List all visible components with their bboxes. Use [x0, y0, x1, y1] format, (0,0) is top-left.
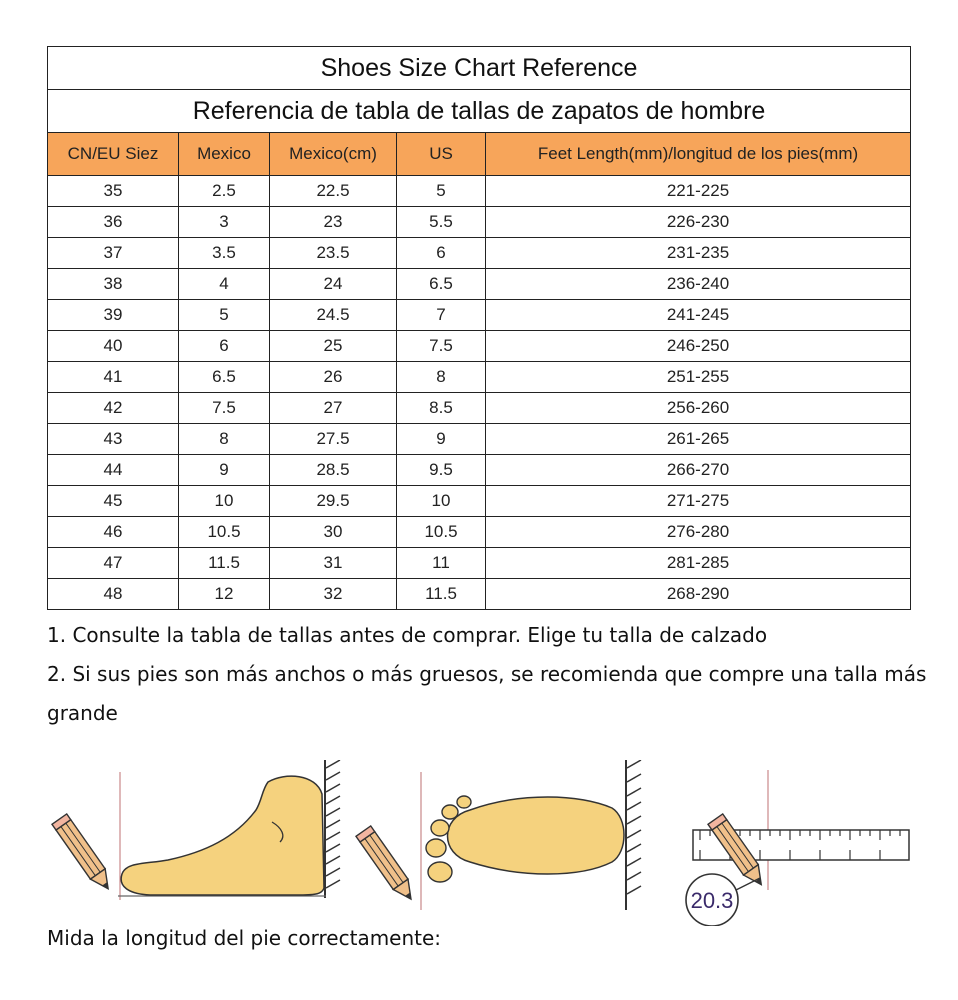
table-cell: 46 [48, 517, 179, 548]
table-cell: 9 [179, 455, 270, 486]
chart-title: Shoes Size Chart Reference [48, 47, 911, 90]
table-cell: 35 [48, 176, 179, 207]
table-cell: 7.5 [179, 393, 270, 424]
table-row [48, 331, 911, 362]
table-cell: 271-275 [486, 486, 911, 517]
table-cell: 256-260 [486, 393, 911, 424]
table-cell: 22.5 [270, 176, 397, 207]
table-row [48, 424, 911, 455]
table-row [48, 176, 911, 207]
table-cell: 6.5 [179, 362, 270, 393]
table-cell: 5 [179, 300, 270, 331]
table-cell: 23.5 [270, 238, 397, 269]
column-header: Mexico [179, 133, 270, 176]
table-cell: 25 [270, 331, 397, 362]
table-cell: 9.5 [397, 455, 486, 486]
table-cell: 24 [270, 269, 397, 300]
column-header: Feet Length(mm)/longitud de los pies(mm) [486, 133, 911, 176]
pencil-icon [52, 814, 115, 894]
chart-subtitle: Referencia de tabla de tallas de zapatos de hombre [48, 90, 911, 133]
table-cell: 6 [179, 331, 270, 362]
table-row [48, 362, 911, 393]
table-cell: 11.5 [397, 579, 486, 610]
table-cell: 47 [48, 548, 179, 579]
foot-side-icon [121, 776, 324, 895]
table-row [48, 269, 911, 300]
table-cell: 36 [48, 207, 179, 238]
table-cell: 268-290 [486, 579, 911, 610]
table-cell: 42 [48, 393, 179, 424]
table-cell: 38 [48, 269, 179, 300]
table-row [48, 207, 911, 238]
table-cell: 30 [270, 517, 397, 548]
table-cell: 246-250 [486, 331, 911, 362]
title-row [48, 47, 911, 90]
table-cell: 12 [179, 579, 270, 610]
header-row [48, 133, 911, 176]
table-cell: 251-255 [486, 362, 911, 393]
table-row [48, 238, 911, 269]
table-cell: 11.5 [179, 548, 270, 579]
table-cell: 6.5 [397, 269, 486, 300]
table-cell: 2.5 [179, 176, 270, 207]
table-cell: 29.5 [270, 486, 397, 517]
wall-icon [325, 760, 340, 898]
table-cell: 43 [48, 424, 179, 455]
table-cell: 8.5 [397, 393, 486, 424]
table-cell: 11 [397, 548, 486, 579]
table-cell: 28.5 [270, 455, 397, 486]
table-row [48, 393, 911, 424]
table-cell: 221-225 [486, 176, 911, 207]
table-cell: 24.5 [270, 300, 397, 331]
table-cell: 37 [48, 238, 179, 269]
table-cell: 8 [179, 424, 270, 455]
table-cell: 7.5 [397, 331, 486, 362]
table-cell: 48 [48, 579, 179, 610]
table-cell: 40 [48, 331, 179, 362]
subtitle-row [48, 90, 911, 133]
table-cell: 9 [397, 424, 486, 455]
wall-icon [626, 760, 641, 910]
table-cell: 10 [179, 486, 270, 517]
table-cell: 266-270 [486, 455, 911, 486]
table-cell: 31 [270, 548, 397, 579]
table-cell: 261-265 [486, 424, 911, 455]
measure-value: 20.3 [690, 888, 734, 913]
table-cell: 3 [179, 207, 270, 238]
table-cell: 27.5 [270, 424, 397, 455]
column-header: US [397, 133, 486, 176]
table-cell: 3.5 [179, 238, 270, 269]
table-cell: 32 [270, 579, 397, 610]
table-cell: 7 [397, 300, 486, 331]
table-cell: 39 [48, 300, 179, 331]
column-header: CN/EU Siez [48, 133, 179, 176]
table-cell: 8 [397, 362, 486, 393]
table-row [48, 300, 911, 331]
table-cell: 6 [397, 238, 486, 269]
table-cell: 4 [179, 269, 270, 300]
note-1: 1. Consulte la tabla de tallas antes de comprar. Elige tu talla de calzado [47, 623, 768, 647]
table-cell: 231-235 [486, 238, 911, 269]
table-cell: 41 [48, 362, 179, 393]
pencil-icon [356, 826, 418, 904]
table-cell: 44 [48, 455, 179, 486]
table-cell: 281-285 [486, 548, 911, 579]
table-row [48, 517, 911, 548]
table-cell: 27 [270, 393, 397, 424]
table-body [48, 176, 911, 610]
table-cell: 241-245 [486, 300, 911, 331]
table-cell: 26 [270, 362, 397, 393]
table-cell: 23 [270, 207, 397, 238]
notes [47, 616, 927, 733]
column-header: Mexico(cm) [270, 133, 397, 176]
note-2: 2. Si sus pies son más anchos o más gruesos, se recomienda que compre una talla más grande [47, 662, 927, 725]
table-row [48, 486, 911, 517]
table-cell: 236-240 [486, 269, 911, 300]
table-cell: 5 [397, 176, 486, 207]
table-row [48, 548, 911, 579]
caption: Mida la longitud del pie correctamente: [47, 926, 442, 950]
foot-top-icon [448, 797, 625, 874]
size-chart-table [47, 46, 911, 610]
table-row [48, 579, 911, 610]
table-cell: 226-230 [486, 207, 911, 238]
table-row [48, 455, 911, 486]
table-cell: 10.5 [397, 517, 486, 548]
table-cell: 5.5 [397, 207, 486, 238]
table-cell: 10.5 [179, 517, 270, 548]
table-cell: 10 [397, 486, 486, 517]
measurement-illustration [0, 760, 958, 926]
table-cell: 45 [48, 486, 179, 517]
table-cell: 276-280 [486, 517, 911, 548]
